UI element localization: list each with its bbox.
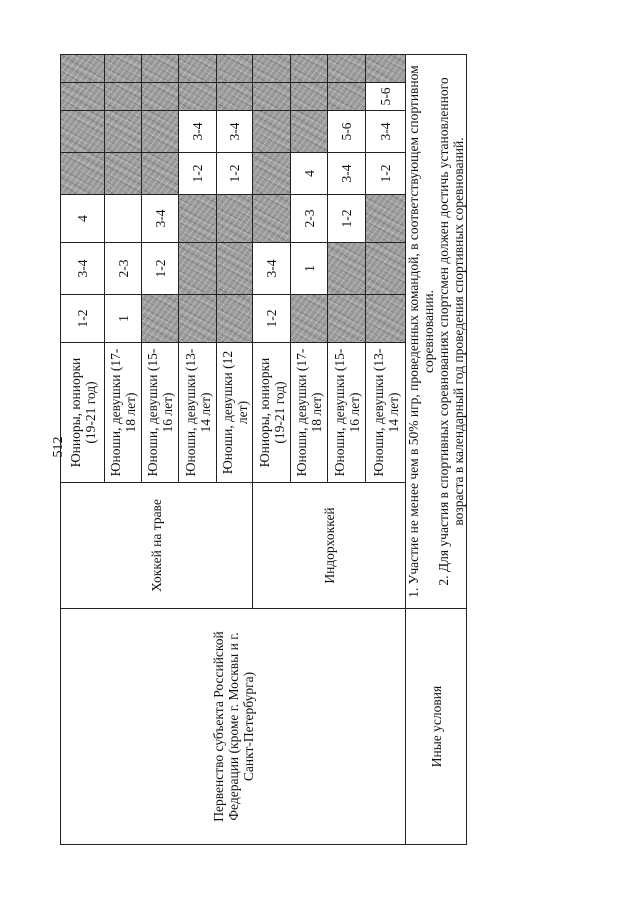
place-cell <box>217 195 253 243</box>
place-cell <box>105 55 142 83</box>
place-cell: 4 <box>61 195 105 243</box>
other-conditions-row <box>406 55 467 845</box>
place-cell: 1-2 <box>328 195 366 243</box>
place-cell <box>142 153 179 195</box>
place-cell: 5-6 <box>366 83 406 111</box>
place-cell <box>328 83 366 111</box>
place-cell <box>253 195 291 243</box>
age-group-cell: Юноши, девушки (13-14 лет) <box>366 343 406 483</box>
other-conditions-label: Иные условия <box>406 609 467 845</box>
page-number: 512 <box>51 436 66 458</box>
place-cell <box>328 295 366 343</box>
age-group-cell: Юноши, девушки (15-16 лет) <box>142 343 179 483</box>
place-cell <box>291 111 328 153</box>
place-cell: 2-3 <box>291 195 328 243</box>
place-cell <box>217 295 253 343</box>
place-cell <box>217 243 253 295</box>
place-cell <box>366 195 406 243</box>
discipline-cell: Хоккей на траве <box>61 483 253 609</box>
place-cell: 1 <box>105 295 142 343</box>
place-cell <box>142 55 179 83</box>
place-cell <box>217 83 253 111</box>
place-cell: 1-2 <box>179 153 217 195</box>
place-cell: 2-3 <box>105 243 142 295</box>
place-cell <box>291 55 328 83</box>
place-cell <box>179 243 217 295</box>
place-cell <box>142 83 179 111</box>
age-group-cell: Юниоры, юниорки (19-21 год) <box>61 343 105 483</box>
place-cell <box>105 83 142 111</box>
place-cell <box>291 83 328 111</box>
rotated-document-sheet <box>60 55 466 845</box>
place-cell: 1-2 <box>217 153 253 195</box>
condition-note: 2. Для участия в спортивных соревнованиях спортсмен должен достичь установленного возраста в календарный год проведения спортивных соревнований. <box>436 77 466 586</box>
place-cell <box>179 83 217 111</box>
place-cell: 3-4 <box>179 111 217 153</box>
place-cell: 1-2 <box>142 243 179 295</box>
other-conditions-notes <box>406 55 467 609</box>
place-cell <box>142 111 179 153</box>
age-group-cell: Юноши, девушки (13-14 лет) <box>179 343 217 483</box>
age-group-cell: Юниоры, юниорки (19-21 год) <box>253 343 291 483</box>
place-cell <box>179 295 217 343</box>
place-cell: 3-4 <box>142 195 179 243</box>
place-cell: 1-2 <box>366 153 406 195</box>
place-cell <box>253 153 291 195</box>
place-cell: 1 <box>291 243 328 295</box>
place-cell <box>61 111 105 153</box>
place-cell: 3-4 <box>217 111 253 153</box>
discipline-cell: Индорхоккей <box>253 483 406 609</box>
age-group-cell: Юноши, девушки (15-16 лет) <box>328 343 366 483</box>
place-cell <box>105 195 142 243</box>
place-cell: 3-4 <box>61 243 105 295</box>
sports-categories-table <box>60 54 467 845</box>
place-cell <box>366 295 406 343</box>
place-cell: 5-6 <box>328 111 366 153</box>
place-cell <box>366 243 406 295</box>
place-cell <box>366 55 406 83</box>
place-cell <box>61 55 105 83</box>
place-cell <box>105 153 142 195</box>
place-cell <box>217 55 253 83</box>
place-cell <box>61 153 105 195</box>
place-cell <box>328 243 366 295</box>
place-cell <box>105 111 142 153</box>
place-cell <box>253 55 291 83</box>
place-cell <box>179 55 217 83</box>
place-cell: 4 <box>291 153 328 195</box>
place-cell <box>253 83 291 111</box>
place-cell <box>253 111 291 153</box>
place-cell: 3-4 <box>253 243 291 295</box>
age-group-cell: Юноши, девушки (12 лет) <box>217 343 253 483</box>
place-cell <box>291 295 328 343</box>
competition-name-cell: Первенство субъекта Российской Федерации (кроме г. Москвы и г. Санкт-Петербурга) <box>61 609 406 845</box>
age-group-cell: Юноши, девушки (17-18 лет) <box>291 343 328 483</box>
condition-note: 1. Участие не менее чем в 50% игр, проведенных командой, в соответствующем спортивном соревновании. <box>406 65 436 598</box>
place-cell <box>142 295 179 343</box>
place-cell: 1-2 <box>253 295 291 343</box>
table-row <box>61 55 105 845</box>
place-cell: 3-4 <box>366 111 406 153</box>
place-cell: 3-4 <box>328 153 366 195</box>
place-cell <box>61 83 105 111</box>
age-group-cell: Юноши, девушки (17-18 лет) <box>105 343 142 483</box>
place-cell: 1-2 <box>61 295 105 343</box>
place-cell <box>328 55 366 83</box>
place-cell <box>179 195 217 243</box>
